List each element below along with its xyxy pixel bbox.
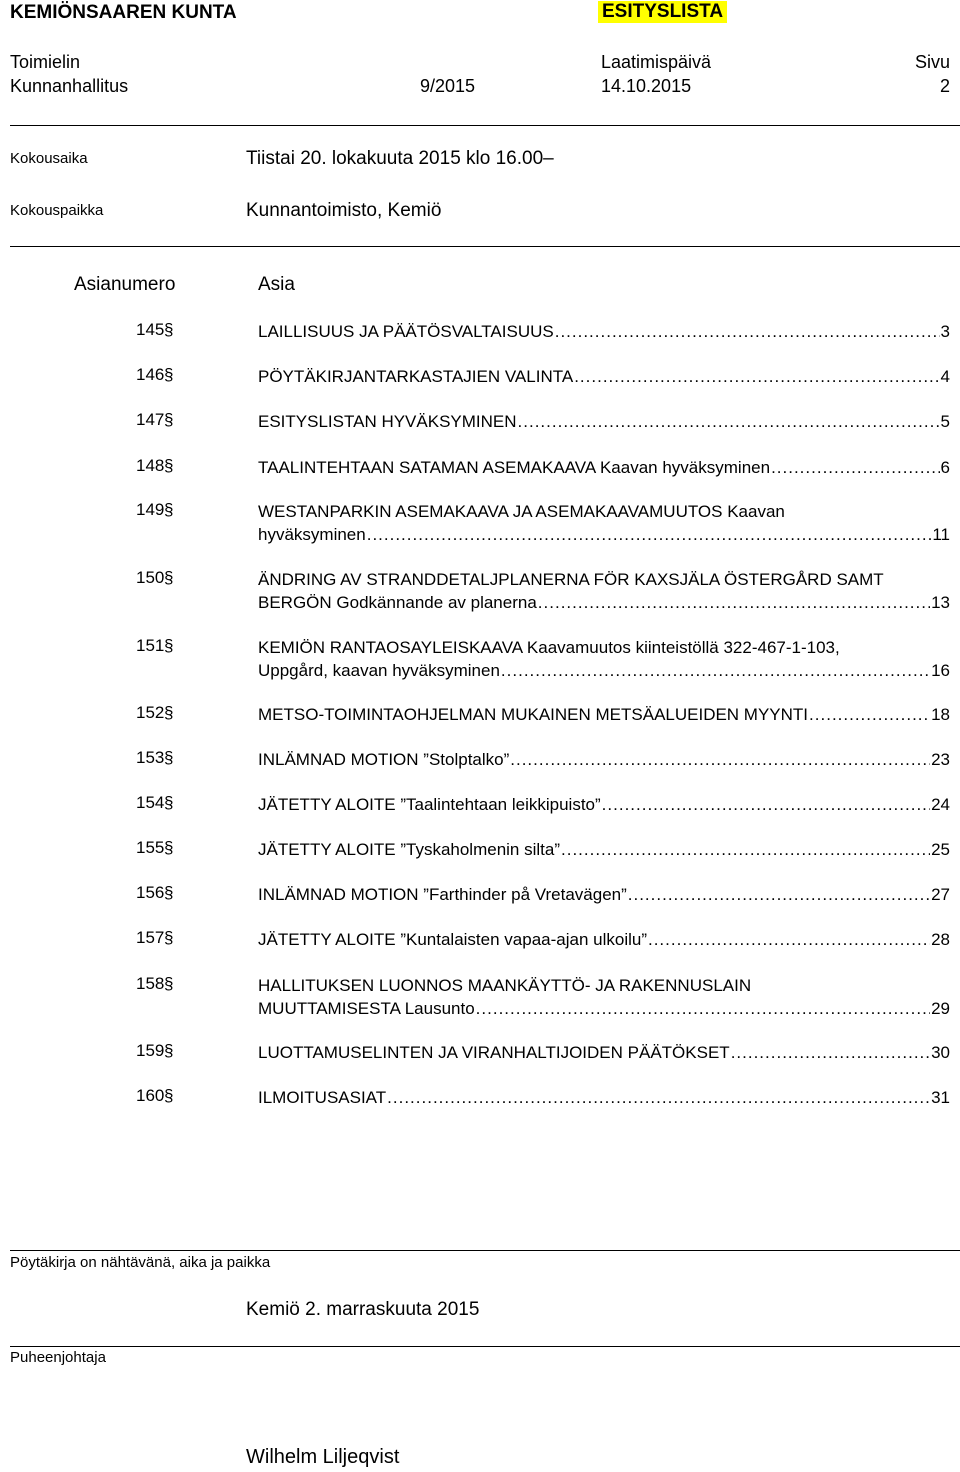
agenda-item-leader-line (258, 793, 950, 816)
dot-leader (809, 703, 930, 726)
agenda-item-title: ILMOITUSASIAT (258, 1088, 387, 1107)
dot-leader (771, 456, 939, 479)
agenda-item-entry (258, 838, 950, 861)
footer-divider-2 (10, 1346, 960, 1347)
agenda-item-page: 4 (940, 367, 950, 386)
agenda-item-number: 145 (136, 320, 165, 339)
section-sign: § (164, 883, 174, 902)
section-sign: § (164, 636, 174, 655)
agenda-item-entry (258, 636, 950, 682)
agenda-item-number: 150 (136, 568, 165, 587)
meeting-place-value: Kunnantoimisto, Kemiö (246, 200, 442, 221)
agenda-item-entry (258, 748, 950, 771)
meeting-place-label: Kokouspaikka (10, 202, 104, 219)
section-sign: § (164, 456, 174, 475)
agenda-item-leader-line (258, 320, 950, 343)
agenda-item-title: PÖYTÄKIRJANTARKASTAJIEN VALINTA (258, 367, 574, 386)
section-sign: § (164, 410, 174, 429)
agenda-item-leader-line (258, 1041, 950, 1064)
footer-divider-1 (10, 1250, 960, 1251)
date-value: 14.10.2015 (601, 76, 692, 96)
section-sign: § (164, 568, 174, 587)
agenda-item-page: 16 (931, 661, 950, 680)
agenda-item-number: 160 (136, 1086, 165, 1105)
meeting-time-value: Tiistai 20. lokakuuta 2015 klo 16.00– (246, 148, 554, 169)
agenda-item-page: 29 (931, 999, 950, 1018)
dot-leader (476, 997, 930, 1020)
agenda-item-entry (258, 456, 950, 479)
agenda-item-number: 149 (136, 500, 165, 519)
agenda-item-title: KEMIÖN RANTAOSAYLEISKAAVA Kaavamuutos kiinteistöllä 322-467-1-103, (258, 638, 840, 657)
agenda-item-page: 6 (940, 458, 950, 477)
agenda-item-entry (258, 793, 950, 816)
agenda-item-leader-line (258, 703, 950, 726)
section-sign: § (164, 974, 174, 993)
agenda-item-leader-line (258, 838, 950, 861)
public-display-label: Pöytäkirja on nähtävänä, aika ja paikka (10, 1254, 271, 1271)
agenda-item-title: HALLITUKSEN LUONNOS MAANKÄYTTÖ- JA RAKENNUSLAIN (258, 976, 752, 995)
agenda-item-entry (258, 410, 950, 433)
agenda-item-page: 11 (932, 525, 950, 544)
agenda-item-title: JÄTETTY ALOITE ”Kuntalaisten vapaa-ajan ulkoilu” (258, 930, 647, 949)
document-type-badge: ESITYSLISTA (598, 1, 727, 23)
agenda-item-leader-line (258, 997, 950, 1020)
dot-leader (510, 748, 930, 771)
agenda-item-title: INLÄMNAD MOTION ”Stolptalko” (258, 750, 510, 769)
meeting-number: 9/2015 (420, 76, 476, 96)
agenda-item-entry (258, 703, 950, 726)
agenda-item-title: LAILLISUUS JA PÄÄTÖSVALTAISUUS (258, 322, 554, 341)
agenda-item-page: 24 (931, 795, 950, 814)
agenda-item-leader-line (258, 883, 950, 906)
chair-label: Puheenjohtaja (10, 1349, 106, 1366)
agenda-item-number: 147 (136, 410, 165, 429)
agenda-item-title: TAALINTEHTAAN SATAMAN ASEMAKAAVA Kaavan hyväksyminen (258, 458, 771, 477)
agenda-item-number: 146 (136, 365, 165, 384)
dot-leader (538, 591, 930, 614)
agenda-item-title: BERGÖN Godkännande av planerna (258, 593, 537, 612)
agenda-item-title: WESTANPARKIN ASEMAKAAVA JA ASEMAKAAVAMUUTOS Kaavan (258, 502, 785, 521)
column-header-subject: Asia (258, 274, 295, 295)
agenda-item-entry (258, 500, 950, 546)
agenda-item-number: 159 (136, 1041, 165, 1060)
section-sign: § (164, 1086, 174, 1105)
agenda-item-number: 158 (136, 974, 165, 993)
chair-name: Wilhelm Liljeqvist (246, 1446, 400, 1468)
agenda-item-number: 153 (136, 748, 165, 767)
dot-leader (731, 1041, 930, 1064)
agenda-item-page: 23 (931, 750, 950, 769)
agenda-item-entry (258, 365, 950, 388)
dot-leader (648, 928, 930, 951)
agenda-item-entry (258, 320, 950, 343)
section-sign: § (164, 703, 174, 722)
body-value: Kunnanhallitus (10, 76, 129, 96)
agenda-item-page: 18 (931, 705, 950, 724)
agenda-item-title: INLÄMNAD MOTION ”Farthinder på Vretavägen” (258, 885, 627, 904)
agenda-item-entry (258, 568, 950, 614)
agenda-item-title: hyväksyminen (258, 525, 366, 544)
agenda-item-page: 3 (940, 322, 950, 341)
section-sign: § (164, 793, 174, 812)
agenda-item-leader-line (258, 523, 950, 546)
dot-leader (602, 793, 930, 816)
agenda-item-page: 13 (931, 593, 950, 612)
agenda-item-page: 5 (940, 412, 950, 431)
body-label: Toimielin (10, 52, 81, 72)
section-sign: § (164, 748, 174, 767)
meeting-time-label: Kokousaika (10, 150, 88, 167)
meeting-divider (10, 246, 960, 247)
agenda-item-title: LUOTTAMUSELINTEN JA VIRANHALTIJOIDEN PÄÄTÖKSET (258, 1043, 730, 1062)
agenda-item-leader-line (258, 1086, 950, 1109)
date-label: Laatimispäivä (601, 52, 712, 72)
agenda-item-leader-line (258, 365, 950, 388)
agenda-item-number: 156 (136, 883, 165, 902)
agenda-item-title: ESITYSLISTAN HYVÄKSYMINEN (258, 412, 517, 431)
agenda-item-page: 28 (931, 930, 950, 949)
dot-leader (367, 523, 932, 546)
agenda-item-page: 25 (931, 840, 950, 859)
public-display-value: Kemiö 2. marraskuuta 2015 (246, 1299, 480, 1320)
agenda-item-title: Uppgård, kaavan hyväksyminen (258, 661, 500, 680)
agenda-item-title: METSO-TOIMINTAOHJELMAN MUKAINEN METSÄALUEIDEN MYYNTI (258, 705, 809, 724)
section-sign: § (164, 365, 174, 384)
agenda-item-leader-line (258, 748, 950, 771)
agenda-item-entry (258, 1086, 950, 1109)
agenda-item-leader-line (258, 928, 950, 951)
dot-leader (574, 365, 939, 388)
agenda-item-number: 152 (136, 703, 165, 722)
agenda-item-leader-line (258, 591, 950, 614)
agenda-item-entry (258, 974, 950, 1020)
agenda-item-leader-line (258, 659, 950, 682)
dot-leader (628, 883, 930, 906)
agenda-item-leader-line (258, 456, 950, 479)
section-sign: § (164, 1041, 174, 1060)
dot-leader (501, 659, 930, 682)
agenda-item-page: 31 (931, 1088, 950, 1107)
dot-leader (387, 1086, 930, 1109)
agenda-item-title: ÄNDRING AV STRANDDETALJPLANERNA FÖR KAXSJÄLA ÖSTERGÅRD SAMT (258, 570, 884, 589)
agenda-item-leader-line (258, 410, 950, 433)
agenda-item-number: 151 (136, 636, 165, 655)
agenda-item-number: 155 (136, 838, 165, 857)
section-sign: § (164, 500, 174, 519)
section-sign: § (164, 838, 174, 857)
dot-leader (555, 320, 940, 343)
section-sign: § (164, 320, 174, 339)
agenda-item-number: 148 (136, 456, 165, 475)
agenda-item-entry (258, 1041, 950, 1064)
agenda-item-number: 154 (136, 793, 165, 812)
agenda-item-title: MUUTTAMISESTA Lausunto (258, 999, 475, 1018)
agenda-item-entry (258, 883, 950, 906)
column-header-number: Asianumero (74, 274, 176, 295)
agenda-item-number: 157 (136, 928, 165, 947)
dot-leader (518, 410, 940, 433)
agenda-item-page: 27 (931, 885, 950, 904)
agenda-item-entry (258, 928, 950, 951)
agenda-item-title: JÄTETTY ALOITE ”Taalintehtaan leikkipuisto” (258, 795, 601, 814)
header-divider (10, 125, 960, 126)
agenda-item-page: 30 (931, 1043, 950, 1062)
dot-leader (561, 838, 930, 861)
agenda-item-title: JÄTETTY ALOITE ”Tyskaholmenin silta” (258, 840, 560, 859)
page-label: Sivu (914, 52, 950, 72)
section-sign: § (164, 928, 174, 947)
page-value: 2 (939, 76, 950, 96)
organization-name: KEMIÖNSAAREN KUNTA (10, 2, 237, 23)
